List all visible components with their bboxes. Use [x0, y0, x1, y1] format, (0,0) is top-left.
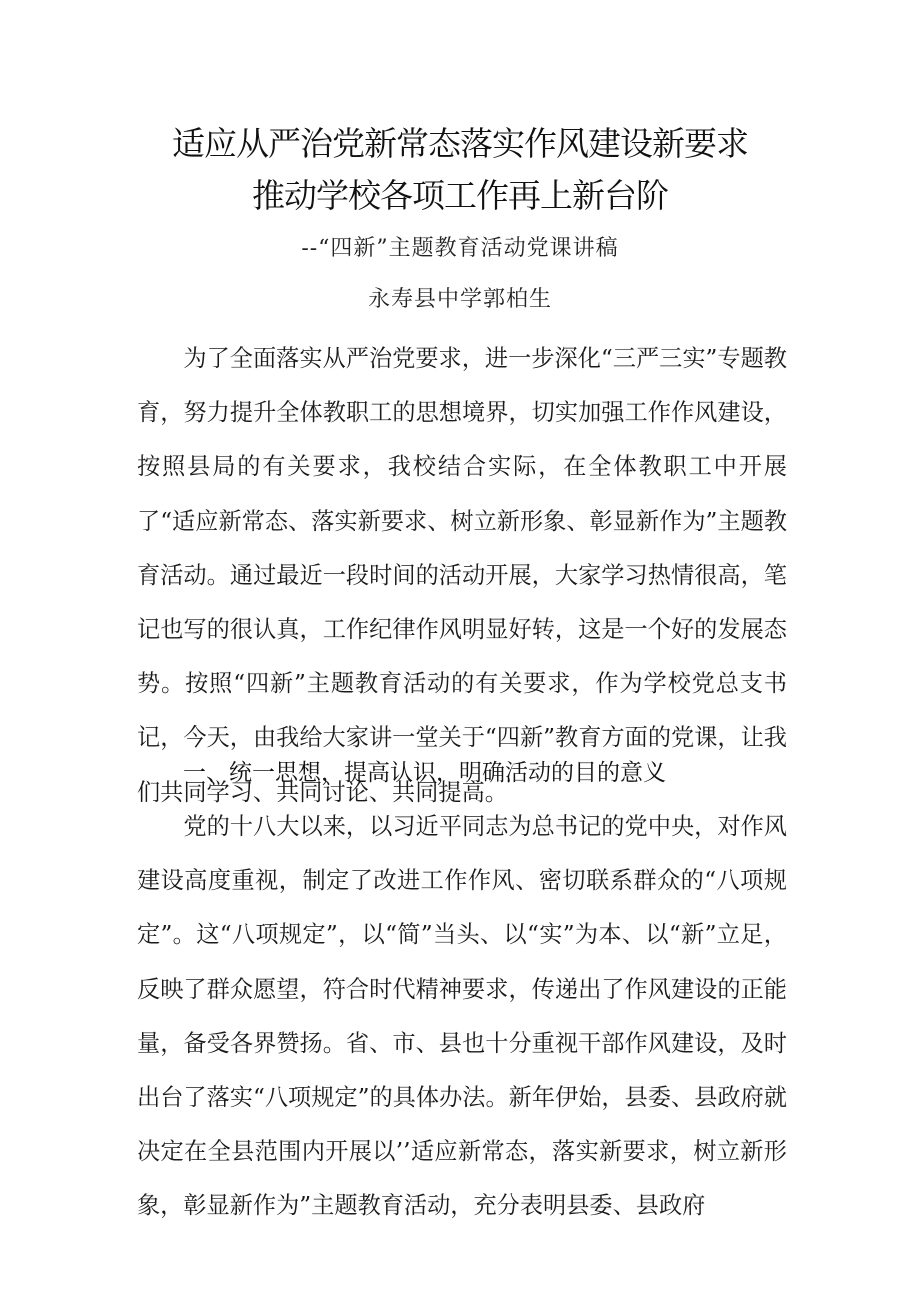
- document-title-line-1: 适应从严治党新常态落实作风建设新要求: [172, 124, 748, 163]
- document-author: 永寿县中学郭柏生: [367, 287, 552, 312]
- paragraph-section-1: 党的十八大以来，以习近平同志为总书记的党中央，对作风建设高度重视，制定了改进工作作风、密切联系群众的“八项规定”。这“八项规定”，以“简”当头、以“实”为本、以“新”立足，反映了群众愿望，符合时代精神要求，传递出了作风建设的正能量，备受各界赞扬。省、市、县也十分重视干部作风建设，及时出台了落实“八项规定”的具体办法。新年伊始，县委、县政府就决定在全县范围内开展以’’适应新常态，落实新要求，树立新形象，彰显新作为”主题教育活动，充分表明县委、县政府: [137, 813, 787, 1220]
- section-heading-1: 一、统一思想，提高认识，明确活动的目的意义: [183, 760, 666, 786]
- document-title-line-2: 推动学校各项工作再上新台阶: [252, 176, 668, 215]
- paragraph-intro: 为了全面落实从严治党要求，进一步深化“三严三实”专题教育，努力提升全体教职工的思想境界，切实加强工作作风建设，按照县局的有关要求，我校结合实际，在全体教职工中开展了“适应新常态、落实新要求、树立新形象、彰显新作为”主题教育活动。通过最近一段时间的活动开展，大家学习热情很高，笔记也写的很认真，工作纪律作风明显好转，这是一个好的发展态势。按照“四新”主题教育活动的有关要求，作为学校党总支书记，今天，由我给大家讲一堂关于“四新”教育方面的党课，让我们共同学习、共同讨论、共同提高。: [137, 345, 787, 806]
- body-section-1: [137, 800, 787, 1220]
- document-subtitle: --“四新”主题教育活动党课讲稿: [301, 236, 619, 261]
